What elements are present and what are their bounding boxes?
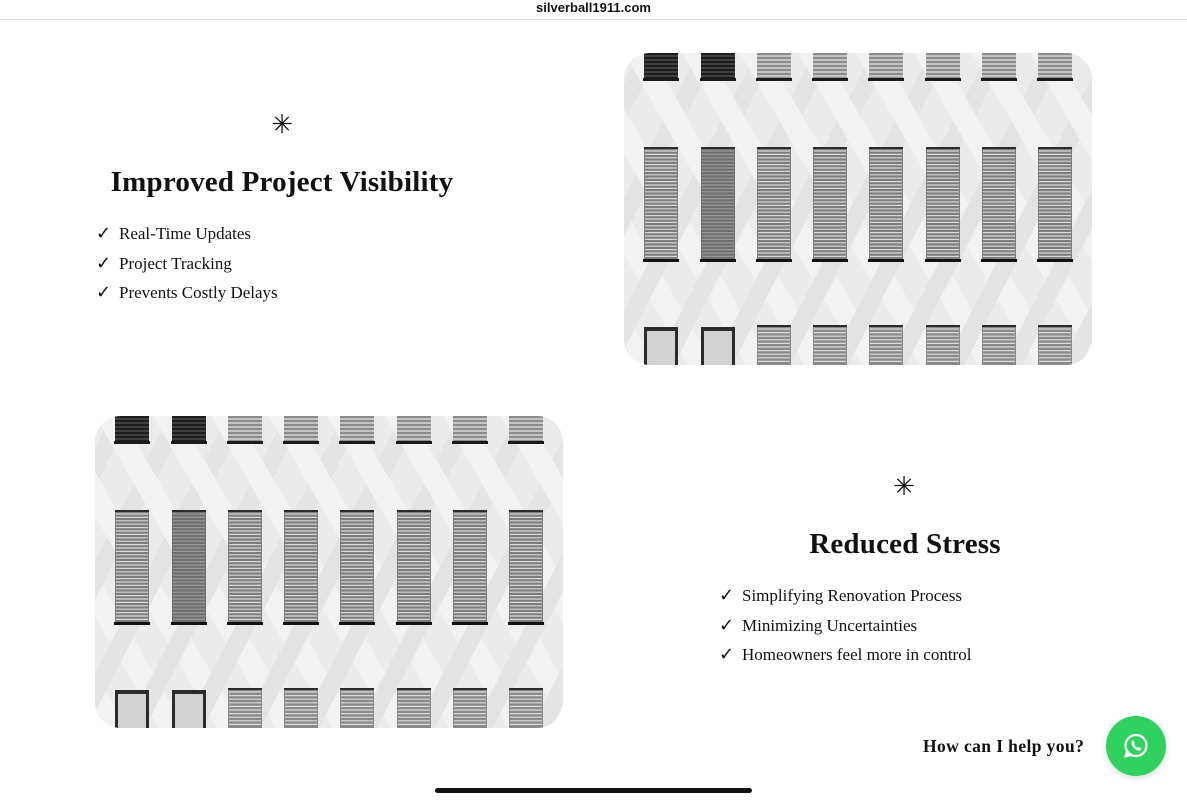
- whatsapp-chat-button[interactable]: [1106, 716, 1166, 776]
- asterisk-icon: ✳: [271, 110, 293, 140]
- chat-prompt-label[interactable]: How can I help you?: [923, 736, 1085, 756]
- asterisk-icon: ✳: [893, 472, 915, 502]
- feature-stress: [719, 474, 1091, 670]
- checkmark-icon: ✓: [96, 223, 112, 244]
- checkmark-icon: ✓: [719, 585, 735, 606]
- home-indicator: [435, 788, 752, 793]
- browser-url-bar[interactable]: [0, 0, 1187, 20]
- checkmark-icon: ✓: [719, 614, 735, 636]
- list-item: ✓ Homeowners feel more in control: [719, 640, 1091, 670]
- checkmark-icon: ✓: [719, 644, 735, 665]
- checkmark-icon: ✓: [96, 282, 112, 303]
- feature-list: [719, 581, 1091, 670]
- feature-visibility: [96, 112, 468, 308]
- list-item: ✓ Prevents Costly Delays: [96, 278, 468, 308]
- feature-list: [96, 219, 468, 308]
- list-item: ✓ Simplifying Renovation Process: [719, 581, 1091, 611]
- building-facade-photo: [95, 416, 563, 728]
- url-text: silverball1911.com: [536, 0, 651, 15]
- list-item: ✓ Project Tracking: [96, 249, 468, 279]
- building-facade-photo: [624, 53, 1092, 365]
- list-item: ✓ Minimizing Uncertainties: [719, 611, 1091, 641]
- feature-title: Reduced Stress: [809, 528, 1001, 560]
- checkmark-icon: ✓: [96, 252, 112, 274]
- list-item: ✓ Real-Time Updates: [96, 219, 468, 249]
- feature-title: Improved Project Visibility: [110, 166, 454, 198]
- whatsapp-icon: [1122, 732, 1150, 760]
